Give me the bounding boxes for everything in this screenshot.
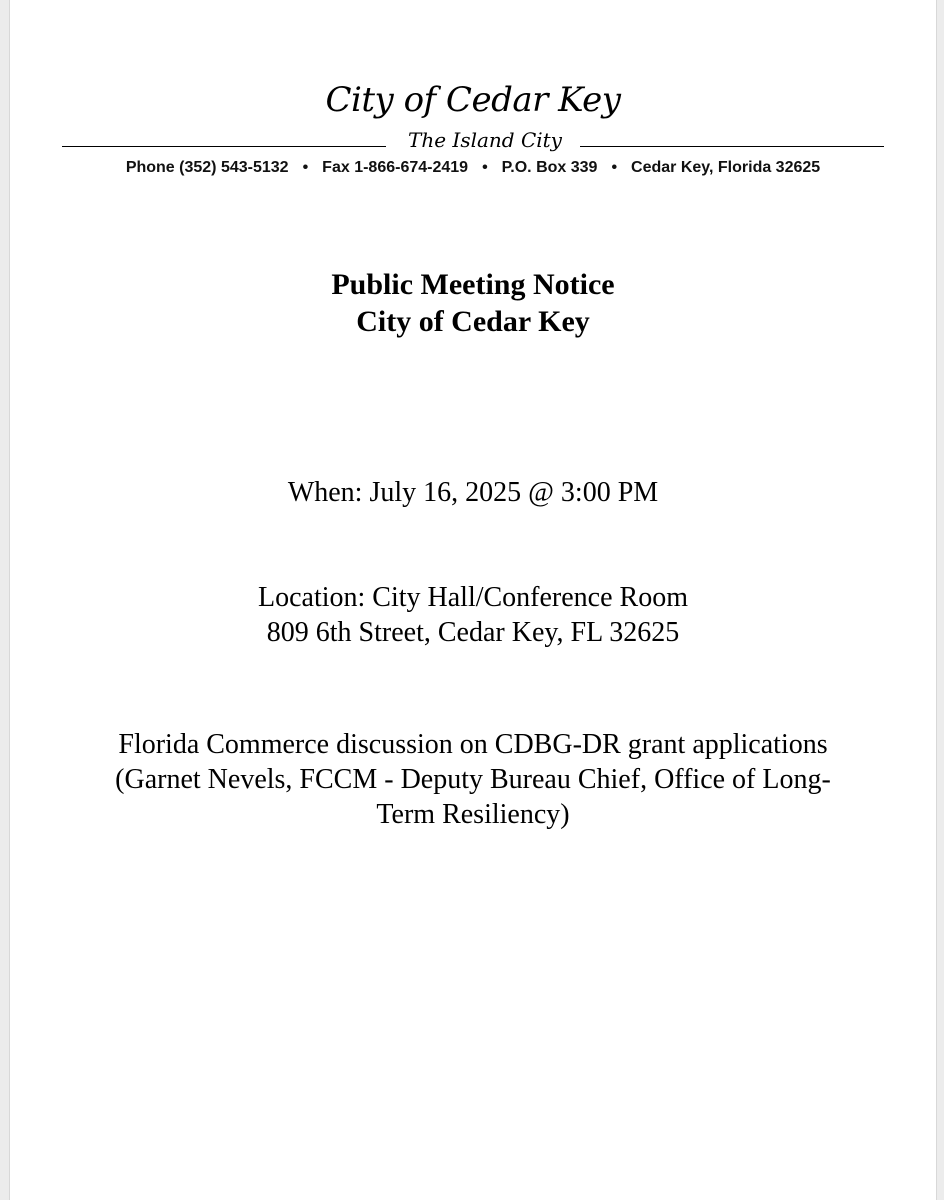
contact-po-box: P.O. Box 339 [501, 159, 598, 176]
meeting-when-text: When: July 16, 2025 @ 3:00 PM [287, 477, 659, 508]
contact-fax: Fax 1-866-674-2419 [322, 159, 469, 176]
bullet-separator: • [482, 159, 488, 176]
notice-title-line-1: Public Meeting Notice [331, 268, 615, 301]
notice-title-line-2: City of Cedar Key [356, 305, 590, 338]
meeting-location-line-2: 809 6th Street, Cedar Key, FL 32625 [266, 617, 680, 648]
document-page [9, 0, 937, 1200]
letterhead-contact-info [10, 159, 936, 177]
meeting-location [10, 580, 936, 650]
contact-address: Cedar Key, Florida 32625 [631, 159, 821, 176]
bullet-separator: • [611, 159, 618, 176]
meeting-agenda [10, 727, 936, 832]
letterhead-tagline: The Island City [408, 128, 562, 152]
tagline-rule-right [580, 146, 884, 147]
letterhead-city-name: City of Cedar Key [325, 80, 621, 120]
meeting-agenda-line-3: Term Resiliency) [376, 799, 570, 830]
meeting-when [10, 475, 936, 510]
contact-phone: Phone (352) 543-5132 [125, 159, 289, 176]
meeting-agenda-line-2: (Garnet Nevels, FCCM - Deputy Bureau Chief, Office of Long- [115, 764, 831, 795]
bullet-separator: • [302, 159, 309, 176]
tagline-rule-left [62, 146, 386, 147]
meeting-agenda-line-1: Florida Commerce discussion on CDBG-DR grant applications [118, 729, 828, 760]
letterhead-tagline-row [62, 128, 884, 154]
notice-title [10, 266, 936, 340]
meeting-location-line-1: Location: City Hall/Conference Room [257, 582, 688, 613]
